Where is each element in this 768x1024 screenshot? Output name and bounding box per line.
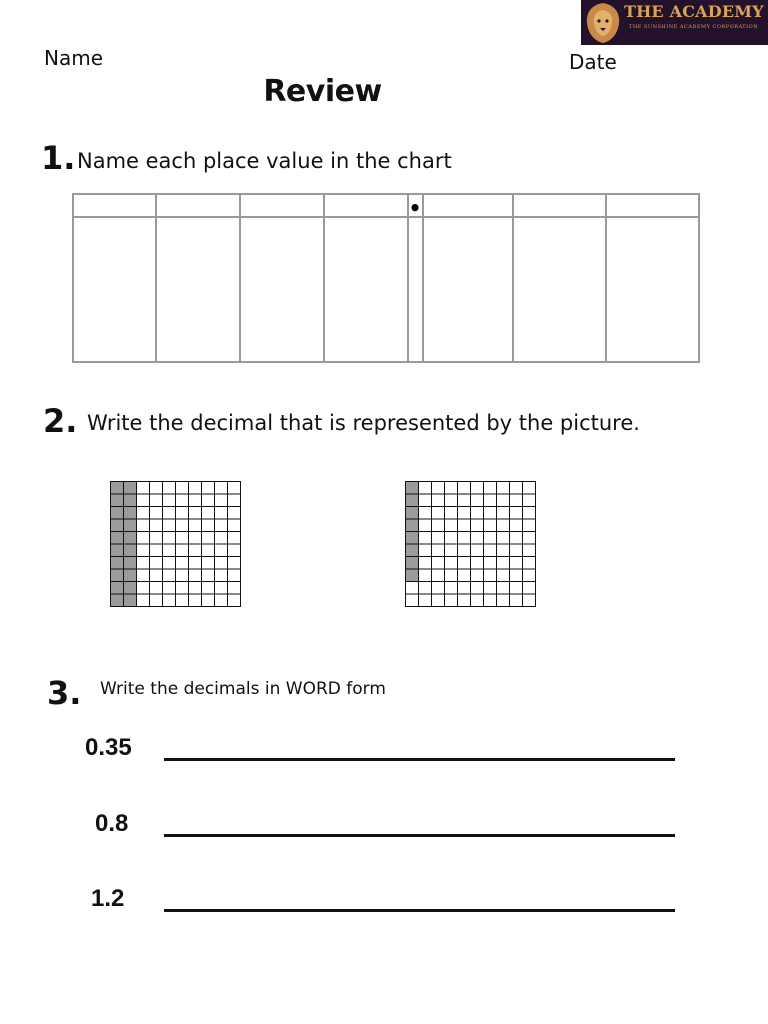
grid-cell <box>176 532 189 545</box>
grid-cell <box>458 544 471 557</box>
page-title: Review <box>263 74 382 109</box>
grid-cell-shaded <box>124 519 137 532</box>
grid-cell <box>189 482 202 495</box>
grid-cell <box>189 582 202 595</box>
grid-cell <box>176 482 189 495</box>
grid-cell <box>189 494 202 507</box>
grid-cell <box>458 557 471 570</box>
grid-cell <box>458 482 471 495</box>
name-label: Name <box>44 46 104 70</box>
grid-cell <box>445 557 458 570</box>
grid-cell <box>202 557 215 570</box>
grid-cell-shaded <box>111 482 124 495</box>
grid-cell <box>445 532 458 545</box>
grid-cell <box>510 557 523 570</box>
grid-cell <box>176 507 189 520</box>
question-2-number: 2. <box>43 402 78 440</box>
grid-cell <box>432 494 445 507</box>
grid-cell <box>202 494 215 507</box>
grid-cell <box>176 569 189 582</box>
grid-cell <box>458 519 471 532</box>
grid-cell <box>497 544 510 557</box>
grid-cell-shaded <box>406 507 419 520</box>
grid-cell <box>202 594 215 607</box>
grid-cell <box>150 544 163 557</box>
grid-cell <box>523 594 536 607</box>
grid-cell <box>419 494 432 507</box>
grid-cell <box>484 519 497 532</box>
grid-cell <box>523 582 536 595</box>
grid-cell <box>163 594 176 607</box>
grid-cell <box>445 507 458 520</box>
grid-cell <box>150 582 163 595</box>
grid-cell <box>432 507 445 520</box>
grid-cell <box>497 519 510 532</box>
grid-cell <box>163 532 176 545</box>
grid-cell <box>176 594 189 607</box>
grid-cell <box>189 544 202 557</box>
decimal-point: • <box>408 196 422 220</box>
grid-cell <box>445 594 458 607</box>
header-cell[interactable] <box>74 195 155 216</box>
grid-cell <box>471 594 484 607</box>
grid-cell <box>510 582 523 595</box>
grid-cell <box>458 594 471 607</box>
grid-cell <box>137 507 150 520</box>
grid-cell <box>189 507 202 520</box>
grid-cell <box>471 582 484 595</box>
grid-cell-shaded <box>406 532 419 545</box>
grid-cell <box>202 582 215 595</box>
grid-cell <box>137 532 150 545</box>
grid-cell-shaded <box>111 582 124 595</box>
grid-cell <box>432 582 445 595</box>
grid-cell-shaded <box>111 532 124 545</box>
grid-cell <box>497 594 510 607</box>
grid-cell-shaded <box>406 494 419 507</box>
grid-cell <box>163 482 176 495</box>
answer-line-3[interactable] <box>164 909 675 912</box>
grid-cell-shaded <box>406 544 419 557</box>
grid-cell <box>215 494 228 507</box>
grid-cell <box>176 494 189 507</box>
grid-cell <box>484 544 497 557</box>
grid-cell <box>419 582 432 595</box>
grid-cell <box>471 569 484 582</box>
grid-cell <box>176 557 189 570</box>
grid-cell-shaded <box>124 544 137 557</box>
grid-cell <box>176 582 189 595</box>
grid-cell <box>419 507 432 520</box>
grid-cell <box>484 507 497 520</box>
grid-cell <box>458 494 471 507</box>
grid-cell-shaded <box>124 582 137 595</box>
grid-cell <box>202 482 215 495</box>
grid-cell <box>497 557 510 570</box>
grid-cell <box>458 582 471 595</box>
grid-cell <box>445 569 458 582</box>
grid-cell <box>215 557 228 570</box>
grid-cell <box>523 519 536 532</box>
grid-cell <box>471 544 484 557</box>
grid-cell <box>419 594 432 607</box>
grid-cell-shaded <box>111 557 124 570</box>
grid-cell <box>163 507 176 520</box>
decimal-1-2-label: 1.2 <box>91 885 125 912</box>
grid-cell-shaded <box>111 544 124 557</box>
grid-cell <box>202 569 215 582</box>
answer-line-2[interactable] <box>164 834 675 837</box>
grid-cell <box>137 569 150 582</box>
grid-cell <box>497 582 510 595</box>
grid-cell <box>484 569 497 582</box>
grid-cell <box>432 482 445 495</box>
grid-cell <box>215 507 228 520</box>
grid-cell-shaded <box>111 569 124 582</box>
grid-cell <box>228 594 241 607</box>
grid-cell <box>497 482 510 495</box>
question-1-text: Name each place value in the chart <box>77 149 452 173</box>
grid-cell <box>215 569 228 582</box>
grid-cell <box>471 507 484 520</box>
grid-cell-shaded <box>124 594 137 607</box>
hundredths-grid-1 <box>110 481 242 612</box>
grid-cell <box>202 532 215 545</box>
grid-cell <box>406 582 419 595</box>
grid-cell-shaded <box>124 507 137 520</box>
grid-cell <box>150 557 163 570</box>
grid-cell <box>471 519 484 532</box>
grid-cell <box>228 494 241 507</box>
grid-cell <box>202 544 215 557</box>
grid-cell <box>228 569 241 582</box>
grid-cell <box>163 557 176 570</box>
grid-cell <box>202 519 215 532</box>
grid-cell <box>228 482 241 495</box>
question-1-number: 1. <box>41 139 76 177</box>
grid-cell-shaded <box>111 494 124 507</box>
grid-cell <box>137 557 150 570</box>
grid-cell <box>419 532 432 545</box>
grid-cell <box>523 569 536 582</box>
grid-cell <box>228 532 241 545</box>
grid-cell <box>163 544 176 557</box>
grid-cell-shaded <box>111 507 124 520</box>
grid-cell <box>215 482 228 495</box>
question-3-number: 3. <box>47 674 82 712</box>
grid-cell <box>432 519 445 532</box>
grid-cell <box>228 582 241 595</box>
grid-cell-shaded <box>406 519 419 532</box>
grid-cell <box>163 519 176 532</box>
grid-cell <box>163 569 176 582</box>
grid-cell <box>215 519 228 532</box>
grid-cell <box>432 594 445 607</box>
grid-cell <box>445 582 458 595</box>
grid-cell <box>150 569 163 582</box>
grid-cell <box>432 557 445 570</box>
grid-cell <box>150 482 163 495</box>
grid-cell-shaded <box>406 569 419 582</box>
grid-cell <box>497 507 510 520</box>
grid-cell-shaded <box>111 594 124 607</box>
grid-cell <box>523 557 536 570</box>
academy-logo <box>581 0 768 45</box>
grid-cell <box>150 594 163 607</box>
grid-cell <box>150 519 163 532</box>
grid-cell <box>137 594 150 607</box>
grid-cell-shaded <box>124 557 137 570</box>
grid-cell <box>497 532 510 545</box>
decimal-0-8-label: 0.8 <box>95 810 129 837</box>
grid-cell <box>432 532 445 545</box>
grid-cell <box>510 482 523 495</box>
grid-cell <box>458 507 471 520</box>
grid-cell <box>523 532 536 545</box>
grid-cell <box>137 582 150 595</box>
grid-cell <box>189 594 202 607</box>
grid-cell <box>176 519 189 532</box>
grid-cell <box>189 569 202 582</box>
grid-cell <box>163 494 176 507</box>
grid-cell <box>484 582 497 595</box>
grid-cell <box>445 482 458 495</box>
grid-cell <box>471 557 484 570</box>
grid-cell-shaded <box>124 532 137 545</box>
place-value-chart <box>72 193 700 363</box>
grid-cell <box>484 494 497 507</box>
grid-cell <box>523 482 536 495</box>
grid-cell <box>228 557 241 570</box>
grid-cell <box>445 544 458 557</box>
grid-cell <box>150 507 163 520</box>
question-3-text: Write the decimals in WORD form <box>100 679 386 699</box>
grid-cell-shaded <box>124 494 137 507</box>
lion-icon <box>583 1 623 44</box>
grid-cell <box>137 482 150 495</box>
grid-cell <box>445 519 458 532</box>
grid-cell <box>432 569 445 582</box>
grid-cell-shaded <box>111 519 124 532</box>
decimal-0-35-label: 0.35 <box>85 734 132 761</box>
grid-cell <box>523 507 536 520</box>
grid-cell <box>419 519 432 532</box>
grid-cell <box>150 532 163 545</box>
grid-cell-shaded <box>406 482 419 495</box>
grid-cell <box>471 494 484 507</box>
grid-cell <box>510 544 523 557</box>
grid-cell <box>137 544 150 557</box>
grid-cell <box>445 494 458 507</box>
grid-cell <box>202 507 215 520</box>
grid-cell <box>484 557 497 570</box>
grid-cell <box>176 544 189 557</box>
grid-cell <box>189 557 202 570</box>
grid-cell <box>228 544 241 557</box>
grid-cell <box>510 594 523 607</box>
grid-cell <box>484 594 497 607</box>
grid-cell <box>137 494 150 507</box>
grid-cell <box>471 482 484 495</box>
answer-line-1[interactable] <box>164 758 675 761</box>
grid-cell <box>228 519 241 532</box>
grid-cell <box>510 494 523 507</box>
grid-cell-shaded <box>406 557 419 570</box>
grid-cell <box>163 582 176 595</box>
grid-cell <box>419 569 432 582</box>
grid-cell <box>137 519 150 532</box>
grid-cell <box>189 532 202 545</box>
grid-cell <box>510 569 523 582</box>
grid-cell <box>406 594 419 607</box>
grid-cell <box>523 544 536 557</box>
grid-cell <box>510 507 523 520</box>
grid-cell <box>510 519 523 532</box>
hundredths-grid-2 <box>405 481 537 612</box>
grid-cell <box>150 494 163 507</box>
grid-cell <box>458 569 471 582</box>
grid-cell <box>419 557 432 570</box>
grid-cell <box>484 482 497 495</box>
logo-brand-text: THE ACADEMY <box>624 2 764 21</box>
grid-cell-shaded <box>124 569 137 582</box>
grid-cell <box>523 494 536 507</box>
place-value-header-cells <box>74 195 155 216</box>
grid-cell <box>471 532 484 545</box>
logo-tagline: THE SUNSHINE ACADEMY CORPORATION <box>629 24 759 30</box>
grid-cell <box>458 532 471 545</box>
grid-cell <box>419 544 432 557</box>
grid-cell <box>215 594 228 607</box>
grid-cell <box>497 569 510 582</box>
grid-cell <box>419 482 432 495</box>
grid-cell <box>497 494 510 507</box>
grid-cell <box>228 507 241 520</box>
grid-cell <box>215 544 228 557</box>
grid-cell <box>510 532 523 545</box>
grid-cell <box>215 532 228 545</box>
grid-cell <box>432 544 445 557</box>
question-2-text: Write the decimal that is represented by the picture. <box>87 411 640 435</box>
grid-cell <box>189 519 202 532</box>
date-label: Date <box>569 50 617 74</box>
grid-cell <box>215 582 228 595</box>
grid-cell-shaded <box>124 482 137 495</box>
grid-cell <box>484 532 497 545</box>
